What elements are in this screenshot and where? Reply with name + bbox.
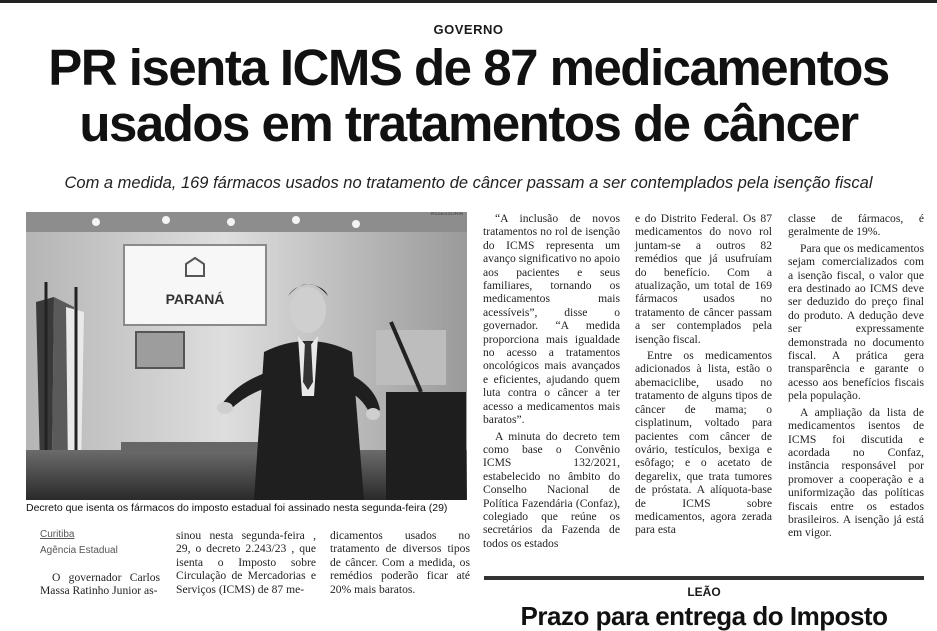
column-4 [483, 212, 620, 553]
paragraph: e do Distrito Federal. Os 87 medicamentos do novo rol juntam-se a outros 82 remédios que já usufruíam do benefício. Com a atualização, um total de 169 fármacos usados no tratamento de câncer passam a ser contemplados pela isenção fiscal. [635, 212, 772, 346]
column-1 [40, 571, 160, 601]
column-5 [635, 212, 772, 540]
next-article-headline: Prazo para entrega do Imposto [520, 601, 888, 631]
paragraph: sinou nesta segunda-feira , 29, o decreto 2.243/23 , que isenta o Imposto sobre Circulação de Mercadorias e Serviços (ICMS) de 87 me- [176, 529, 316, 596]
article-photo [26, 212, 467, 500]
next-article-section: LEÃO [687, 585, 721, 599]
paragraph: Para que os medicamentos sejam comercializados com a isenção fiscal, o valor que era destinado ao ICMS deve ser deduzido do preço final do produto. A dedução deve ser expressamente demonstrada no documento fiscal. A prática gera transparência e garante o acesso aos benefícios fiscais pela população. [788, 241, 924, 403]
column-6 [788, 212, 924, 543]
headline [0, 40, 937, 152]
byline-agency: Agência Estadual [40, 545, 118, 556]
photo-illustration [26, 212, 467, 500]
screen-sign-text: PARANÁ [165, 291, 225, 307]
paragraph: Entre os medicamentos adicionados à lista, estão o abemaciclibe, usado no tratamento de alguns tipos de câncer de mama; o cisplatinum, voltado para pacientes com câncer de ovário, testículos, bexiga e esôfago; e o acetato de degarelix, que trata tumores de próstata. A alíquota-base de ICMS sobre medicamentos, agora zerada para esta [635, 349, 772, 537]
paragraph: A ampliação da lista de medicamentos isentos de ICMS foi discutida e acordada no Confaz, instância responsável por promover a cooperação e a uniformização das políticas fiscais entre os estados brasileiros. A isenção já está em vigor. [788, 405, 924, 540]
top-rule [0, 0, 937, 3]
section-divider [484, 576, 924, 580]
paragraph: A minuta do decreto tem como base o Convênio ICMS 132/2021, estabelecido no âmbito do Conselho Nacional de Política Fazendária (Confaz), colegiado que reúne os secretários da Fazenda de todos os estados [483, 429, 620, 550]
headline-line-1: PR isenta ICMS de 87 medicamentos [48, 39, 889, 96]
photo-credit: ASSESSORIA [430, 212, 463, 217]
byline-place: Curitiba [40, 529, 75, 540]
column-2 [176, 529, 316, 599]
subheadline: Com a medida, 169 fármacos usados no tratamento de câncer passam a ser contemplados pela isenção fiscal [64, 174, 873, 192]
section-label: GOVERNO [433, 22, 504, 37]
paragraph: O governador Carlos Massa Ratinho Junior as- [40, 571, 160, 598]
headline-line-2: usados em tratamentos de câncer [79, 95, 858, 152]
column-3 [330, 529, 470, 599]
paragraph: “A inclusão de novos tratamentos no rol de isenção do ICMS representa um avanço significativo no apoio aos pacientes e seus familiares, tornando os medicamentos mais acessíveis”, disse o governador. “A medida proporciona mais igualdade no acesso a tratamentos oncológicos mais avançados e eficientes, ajudando quem luta contra o câncer a ter acesso a medicamentos mais baratos”. [483, 212, 620, 427]
photo-caption: Decreto que isenta os fármacos do imposto estadual foi assinado nesta segunda-feira (29) [26, 502, 448, 514]
paragraph: dicamentos usados no tratamento de diversos tipos de câncer. Com a medida, os remédios poderão ficar até 20% mais baratos. [330, 529, 470, 596]
paragraph: classe de fármacos, é geralmente de 19%. [788, 212, 924, 239]
